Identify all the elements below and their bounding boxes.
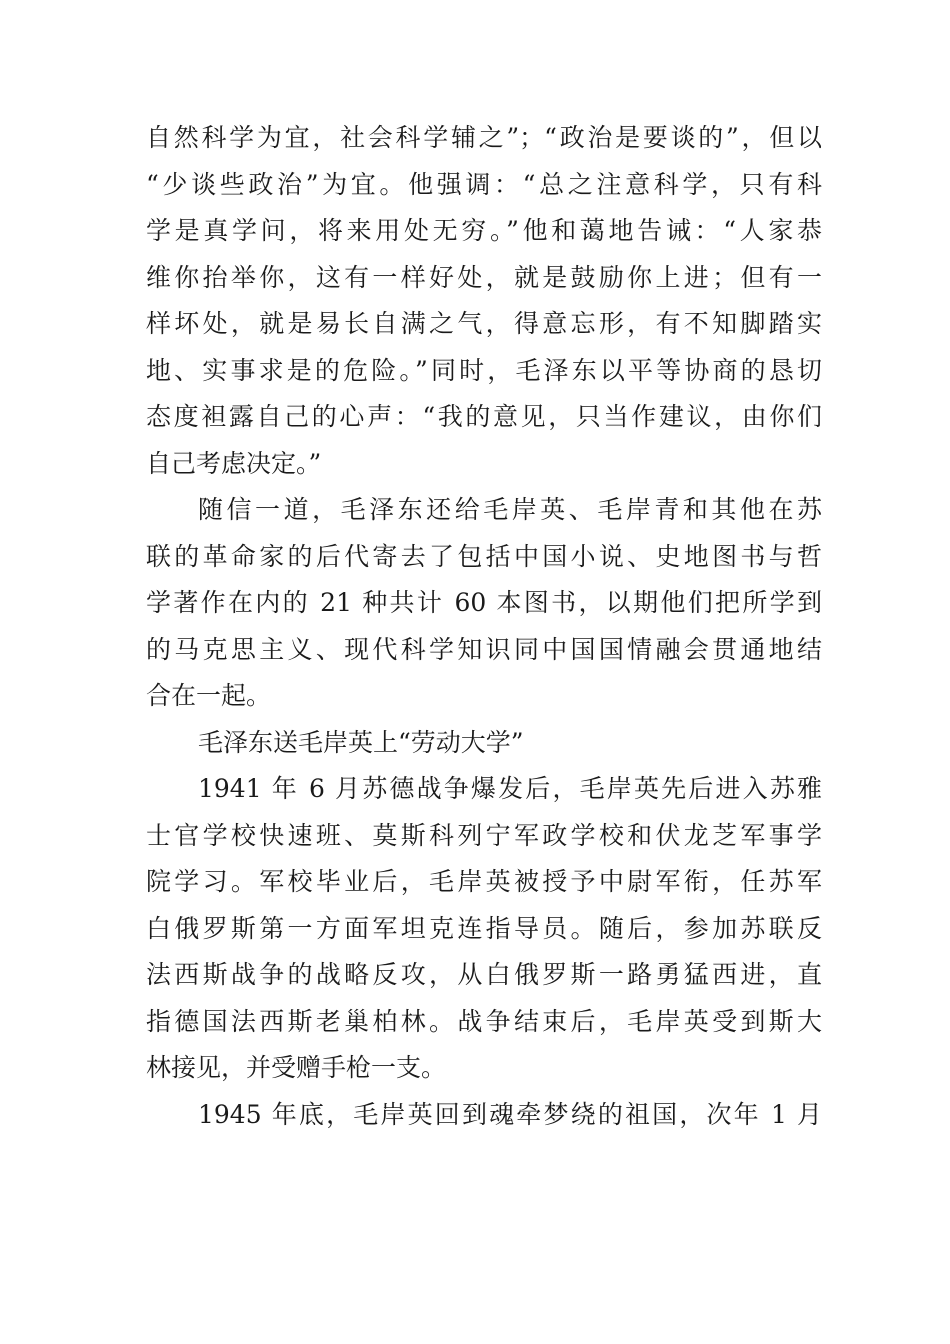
text-line: 维你抬举你，这有一样好处，就是鼓励你上进；但有一 <box>146 262 822 292</box>
text-line: 指德国法西斯老巢柏林。战争结束后，毛岸英受到斯大 <box>146 1006 822 1036</box>
text-line: 自己考虑决定。” <box>146 448 322 478</box>
paragraph-1 <box>146 115 822 487</box>
text-line: 学是真学问，将来用处无穷。”他和蔼地告诫：“人家恭 <box>146 216 822 245</box>
text-line: 1945 年底，毛岸英回到魂牵梦绕的祖国，次年 1 月 <box>198 1099 822 1129</box>
text-line: 自然科学为宜，社会科学辅之”；“政治是要谈的”，但以 <box>146 123 822 152</box>
text-line: 法西斯战争的战略反攻，从白俄罗斯一路勇猛西进，直 <box>146 960 822 989</box>
document-page <box>146 115 822 1138</box>
text-line: 样坏处，就是易长自满之气，得意忘形，有不知脚踏实 <box>146 309 822 338</box>
text-line: 士官学校快速班、莫斯科列宁军政学校和伏龙芝军事学 <box>146 820 822 850</box>
section-heading <box>146 720 822 767</box>
text-line: 白俄罗斯第一方面军坦克连指导员。随后，参加苏联反 <box>146 913 822 943</box>
text-line: “少谈些政治”为宜。他强调：“总之注意科学，只有科 <box>146 169 822 199</box>
paragraph-2 <box>146 487 822 720</box>
paragraph-3 <box>146 766 822 1092</box>
text-line: 合在一起。 <box>146 681 272 710</box>
text-line: 随信一道，毛泽东还给毛岸英、毛岸青和其他在苏 <box>198 495 822 524</box>
text-line: 地、实事求是的危险。”同时，毛泽东以平等协商的恳切 <box>146 355 822 385</box>
text-line: 林接见，并受赠手枪一支。 <box>146 1053 447 1082</box>
text-line: 毛泽东送毛岸英上“劳动大学” <box>198 727 524 757</box>
text-line: 联的革命家的后代寄去了包括中国小说、史地图书与哲 <box>146 541 822 571</box>
text-line: 1941 年 6 月苏德战争爆发后，毛岸英先后进入苏雅 <box>198 774 822 803</box>
text-line: 的马克思主义、现代科学知识同中国国情融会贯通地结 <box>146 634 822 664</box>
text-line: 院学习。军校毕业后，毛岸英被授予中尉军衔，任苏军 <box>146 867 822 896</box>
text-line: 学著作在内的 21 种共计 60 本图书，以期他们把所学到 <box>146 588 822 617</box>
text-line: 态度袒露自己的心声：“我的意见，只当作建议，由你们 <box>146 402 822 431</box>
paragraph-4 <box>146 1092 822 1139</box>
